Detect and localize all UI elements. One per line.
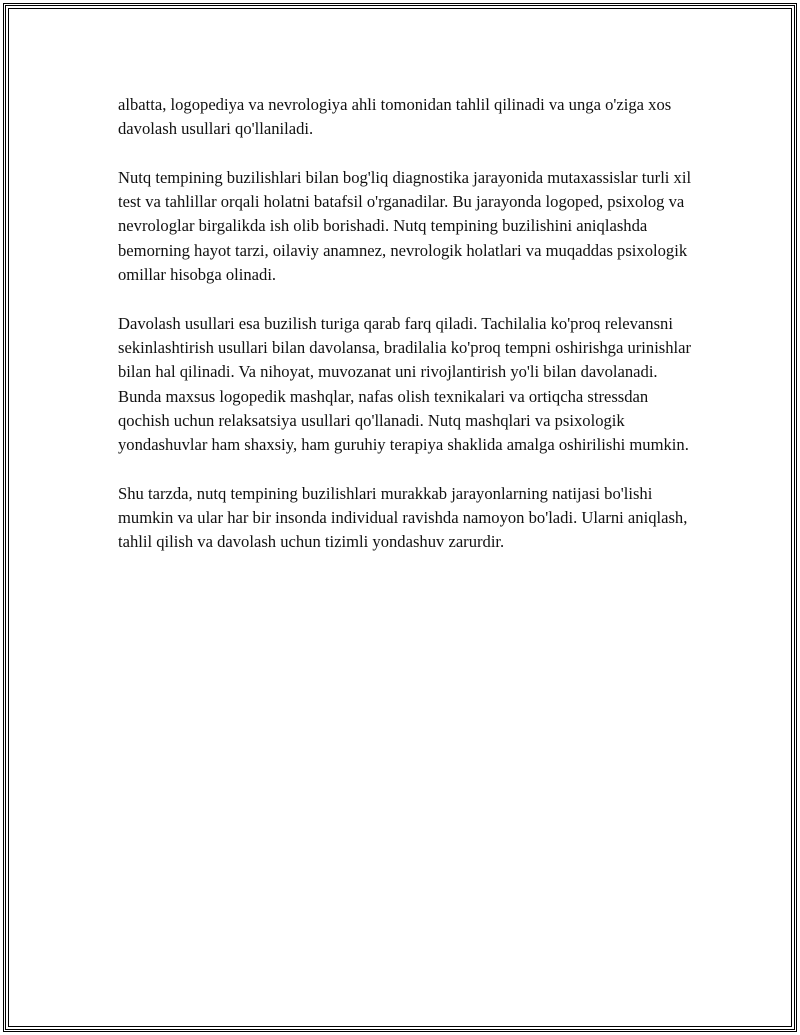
document-body	[118, 93, 698, 579]
paragraph-1: albatta, logopediya va nevrologiya ahli tomonidan tahlil qilinadi va unga o'ziga xos davolash usullari qo'llaniladi.	[118, 95, 672, 139]
paragraph-3: Davolash usullari esa buzilish turiga qarab farq qiladi. Tachilalia ko'proq relevansni sekinlashtirish usullari bilan davolansa, bradilalia ko'proq tempni oshirishga urinishlar bilan hal qilinadi. Va nihoyat, muvozanat uni rivojlantirish yo'li bilan davolanadi. Bunda maxsus logopedik mashqlar, nafas olish texnikalari va ortiqcha stressdan qochish uchun relaksatsiya usullari qo'llanadi. Nutq mashqlari va psixologik yondashuvlar ham shaxsiy, ham guruhiy terapiya shaklida amalga oshirilishi mumkin.	[118, 313, 692, 455]
paragraph-2: Nutq tempining buzilishlari bilan bog'liq diagnostika jarayonida mutaxassislar turli xil test va tahlillar orqali holatni batafsil o'rganadilar. Bu jarayonda logoped, psixolog va nevrologlar birgalikda ish olib borishadi. Nutq tempining buzilishini aniqlashda bemorning hayot tarzi, oilaviy anamnez, nevrologik holatlari va muqaddas psixologik omillar hisobga olinadi.	[118, 167, 692, 285]
paragraph-4: Shu tarzda, nutq tempining buzilishlari murakkab jarayonlarning natijasi bo'lishi mumkin va ular har bir insonda individual ravishda namoyon bo'ladi. Ularni aniqlash, tahlil qilish va davolash uchun tizimli yondashuv zarurdir.	[118, 483, 688, 552]
